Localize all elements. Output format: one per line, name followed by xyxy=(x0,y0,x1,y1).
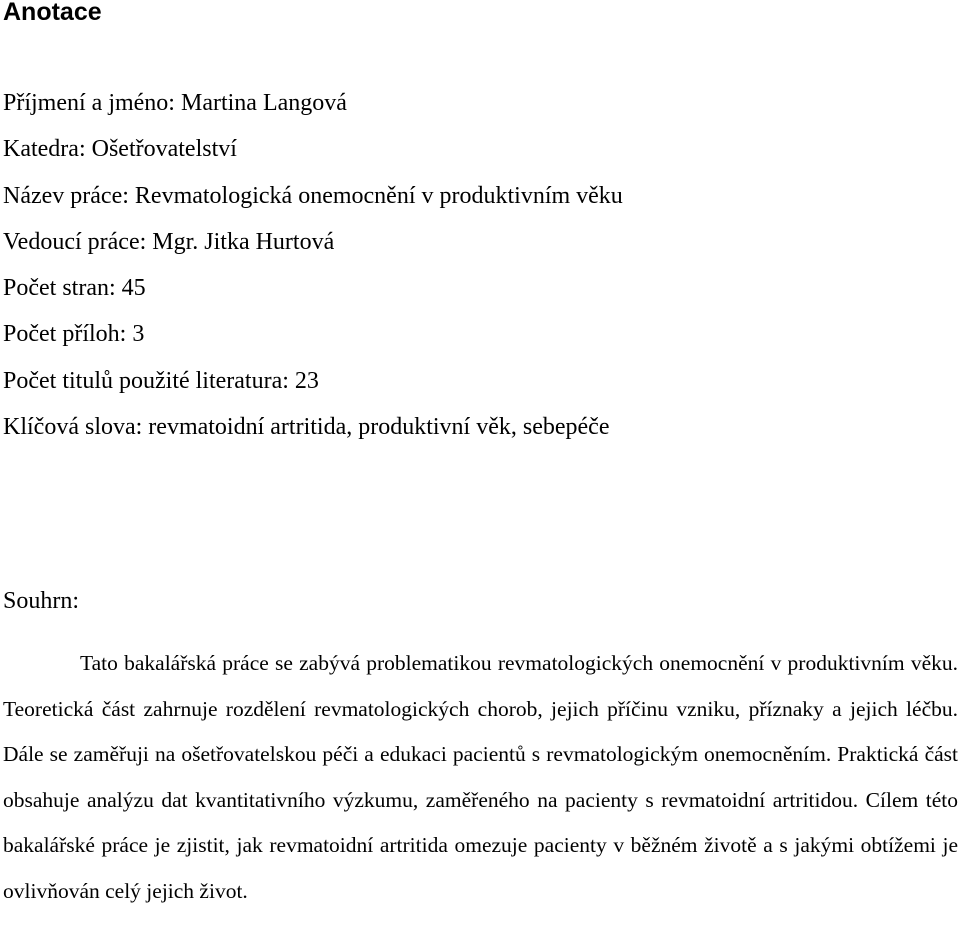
page-title: Anotace xyxy=(3,0,102,26)
meta-department: Katedra: Ošetřovatelství xyxy=(3,136,237,163)
meta-reference-count: Počet titulů použité literatura: 23 xyxy=(3,367,319,394)
meta-page-count: Počet stran: 45 xyxy=(3,275,146,302)
meta-thesis-title: Název práce: Revmatologická onemocnění v produktivním věku xyxy=(3,182,623,209)
summary-label: Souhrn: xyxy=(3,588,80,614)
meta-keywords: Klíčová slova: revmatoidní artritida, produktivní věk, sebepéče xyxy=(3,414,610,441)
meta-appendix-count: Počet příloh: 3 xyxy=(3,321,145,348)
thesis-metadata-list xyxy=(3,83,623,453)
summary-paragraph: Tato bakalářská práce se zabývá problematikou revmatologických onemocnění v produktivním věku. Teoretická část zahrnuje rozdělení revmatologických chorob, jejich příčinu vzniku, příznaky a jejich léčbu. Dále se zaměřuji na ošetřovatelskou péči a edukaci pacientů s revmatologickým onemocněním. Praktická část obsahuje analýzu dat kvantitativního výzkumu, zaměřeného na pacienty s revmatoidní artritidou. Cílem této bakalářské práce je zjistit, jak revmatoidní artritida omezuje pacienty v běžném životě a s jakými obtížemi je ovlivňován celý jejich život. xyxy=(3,651,958,903)
meta-supervisor: Vedoucí práce: Mgr. Jitka Hurtová xyxy=(3,228,335,255)
meta-author: Příjmení a jméno: Martina Langová xyxy=(3,90,347,116)
